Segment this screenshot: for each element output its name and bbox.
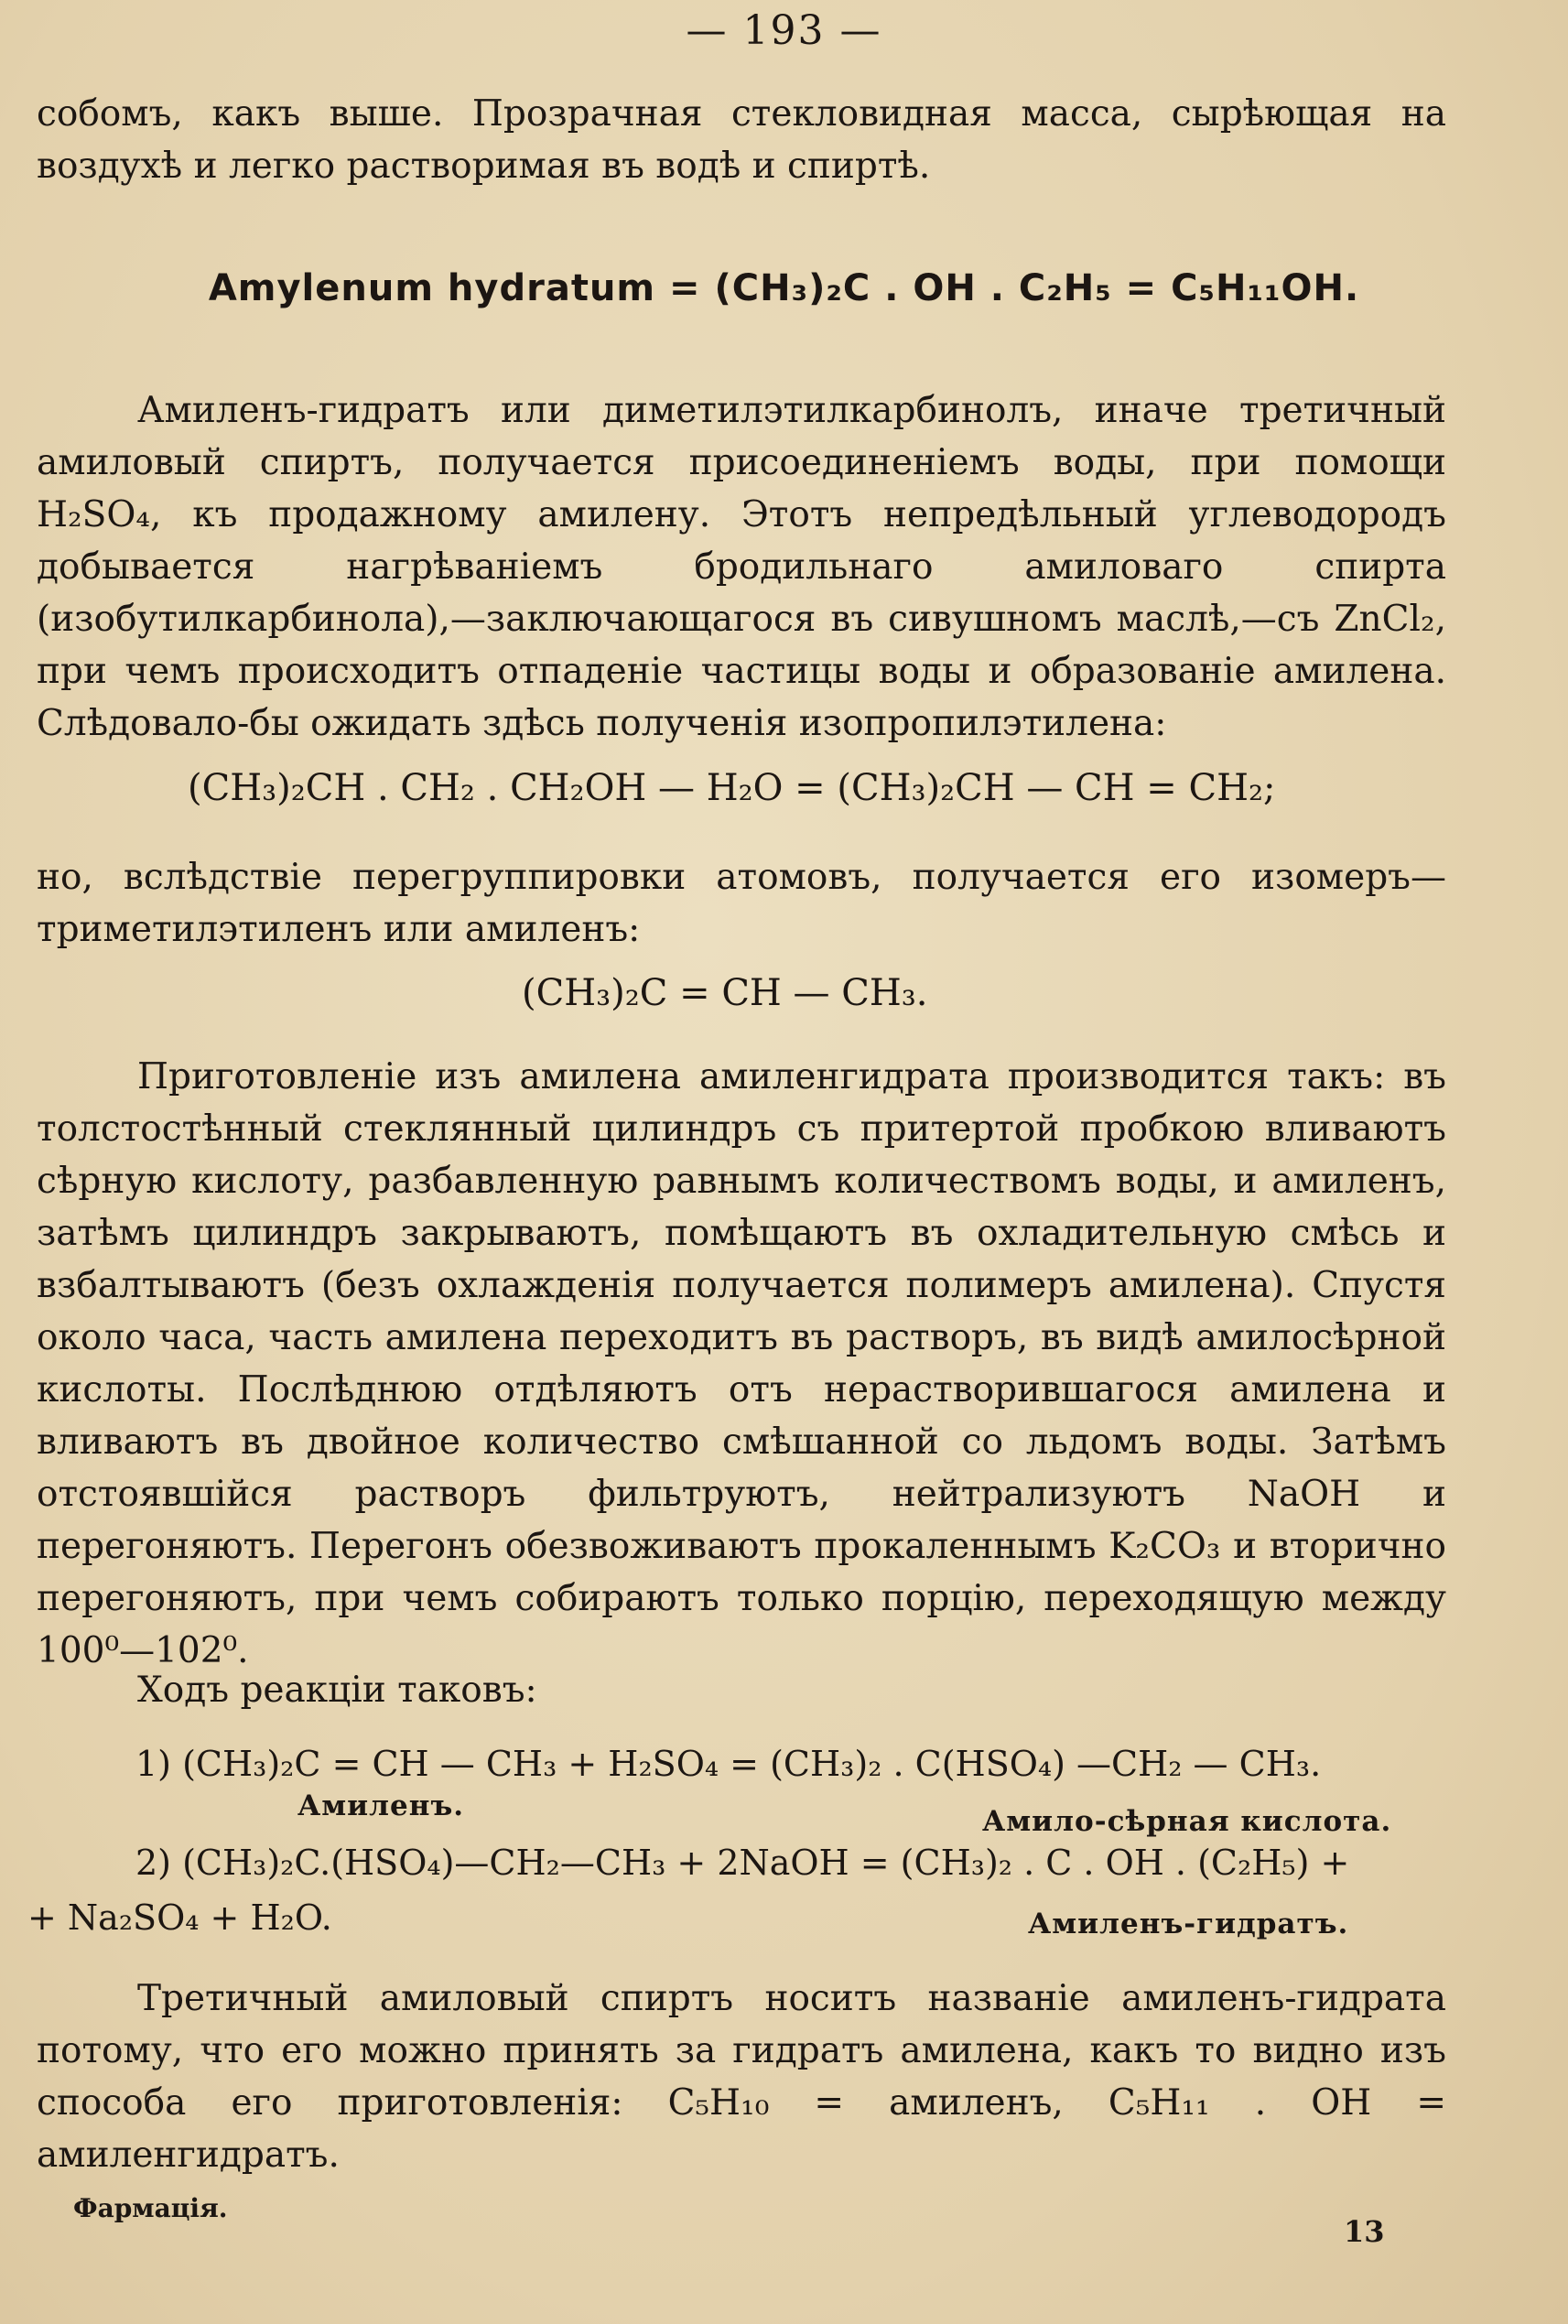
heading-formula-a: = (CH₃)₂C . OH . C₂H₅ [669,267,1112,309]
reaction-1-label-amylene: Амиленъ. [297,1789,465,1822]
heading-formula-b: = C₅H₁₁OH. [1125,267,1360,309]
reaction-intro: Ходъ реакцiи таковъ: [137,1670,537,1711]
equation-1: (CH₃)₂CH . CH₂ . CH₂OH — H₂O = (CH₃)₂CH — CH = CH₂; [188,767,1276,809]
equation-2: (CH₃)₂C = CH — CH₃. [522,972,928,1014]
footer-signature: Фармацiя. [73,2193,228,2223]
reaction-2-line-2: + Na₂SO₄ + H₂O. [27,1897,332,1938]
paragraph-1: Амиленъ-гидратъ или диметилэтилкарбинолъ, иначе третичный амиловый спиртъ, получается присоединенiемъ воды, при помощи H₂SO₄, къ продажному амилену. Этотъ непредѣльный углеводородъ добывается нагрѣванiемъ бродильнаго амиловаго спирта (изобутилкарбинола),—заключающагося въ сивушномъ маслѣ,—съ ZnCl₂, при чемъ происходитъ отпаденiе частицы воды и образованiе амилена. Слѣдовало-бы ожидать здѣсь полученiя изопропилэтилена: [37,390,1446,744]
intro-paragraph: собомъ, какъ выше. Прозрачная стекловидная масса, сырѣющая на воздухѣ и легко растворимая въ водѣ и спиртѣ. [37,93,1446,187]
section-heading [0,267,1568,309]
paragraph-4: Третичный амиловый спиртъ носитъ названiе амиленъ-гидрата потому, что его можно принять за гидратъ амилена, какъ то видно изъ способа его приготовленiя: C₅H₁₀ = амиленъ, C₅H₁₁ . OH = амиленгидратъ. [37,1978,1446,2176]
page-number: — 193 — [686,7,882,54]
heading-latin-name: Amylenum hydratum [208,267,656,309]
paragraph-3: Приготовленiе изъ амилена амиленгидрата производится такъ: въ толстостѣнный стеклянный цилиндръ съ притертой пробкою вливаютъ сѣрную кислоту, разбавленную равнымъ количествомъ воды, и амиленъ, затѣмъ цилиндръ закрываютъ, помѣщаютъ въ охладительную смѣсь и взбалтываютъ (безъ охлажденiя получается полимеръ амилена). Спустя около часа, часть амилена переходитъ въ растворъ, въ видѣ амилосѣрной кислоты. Послѣднюю отдѣляютъ отъ нерастворившагося амилена и вливаютъ въ двойное количество смѣшанной со льдомъ воды. Затѣмъ отстоявшiйся растворъ фильтруютъ, нейтрализуютъ NaOH и перегоняютъ. Перегонъ обезвоживаютъ прокаленнымъ K₂CO₃ и вторично перегоняютъ, при чемъ собираютъ только порцiю, переходящую между 100⁰—102⁰. [37,1056,1446,1671]
reaction-1-label-acid: Амило-сѣрная кислота. [982,1805,1392,1838]
reaction-2-label-hydrate: Амиленъ-гидратъ. [1028,1908,1349,1940]
footer-sheet-number: 13 [1344,2214,1385,2249]
paragraph-2: но, вслѣдствiе перегруппировки атомовъ, получается его изомеръ— триметилэтиленъ или амиленъ: [37,857,1446,950]
reaction-2-line-1: 2) (CH₃)₂C.(HSO₄)—CH₂—CH₃ + 2NaOH = (CH₃)₂ . C . OH . (C₂H₅) + [135,1843,1350,1883]
reaction-1: 1) (CH₃)₂C = CH — CH₃ + H₂SO₄ = (CH₃)₂ . C(HSO₄) —CH₂ — CH₃. [135,1744,1322,1784]
